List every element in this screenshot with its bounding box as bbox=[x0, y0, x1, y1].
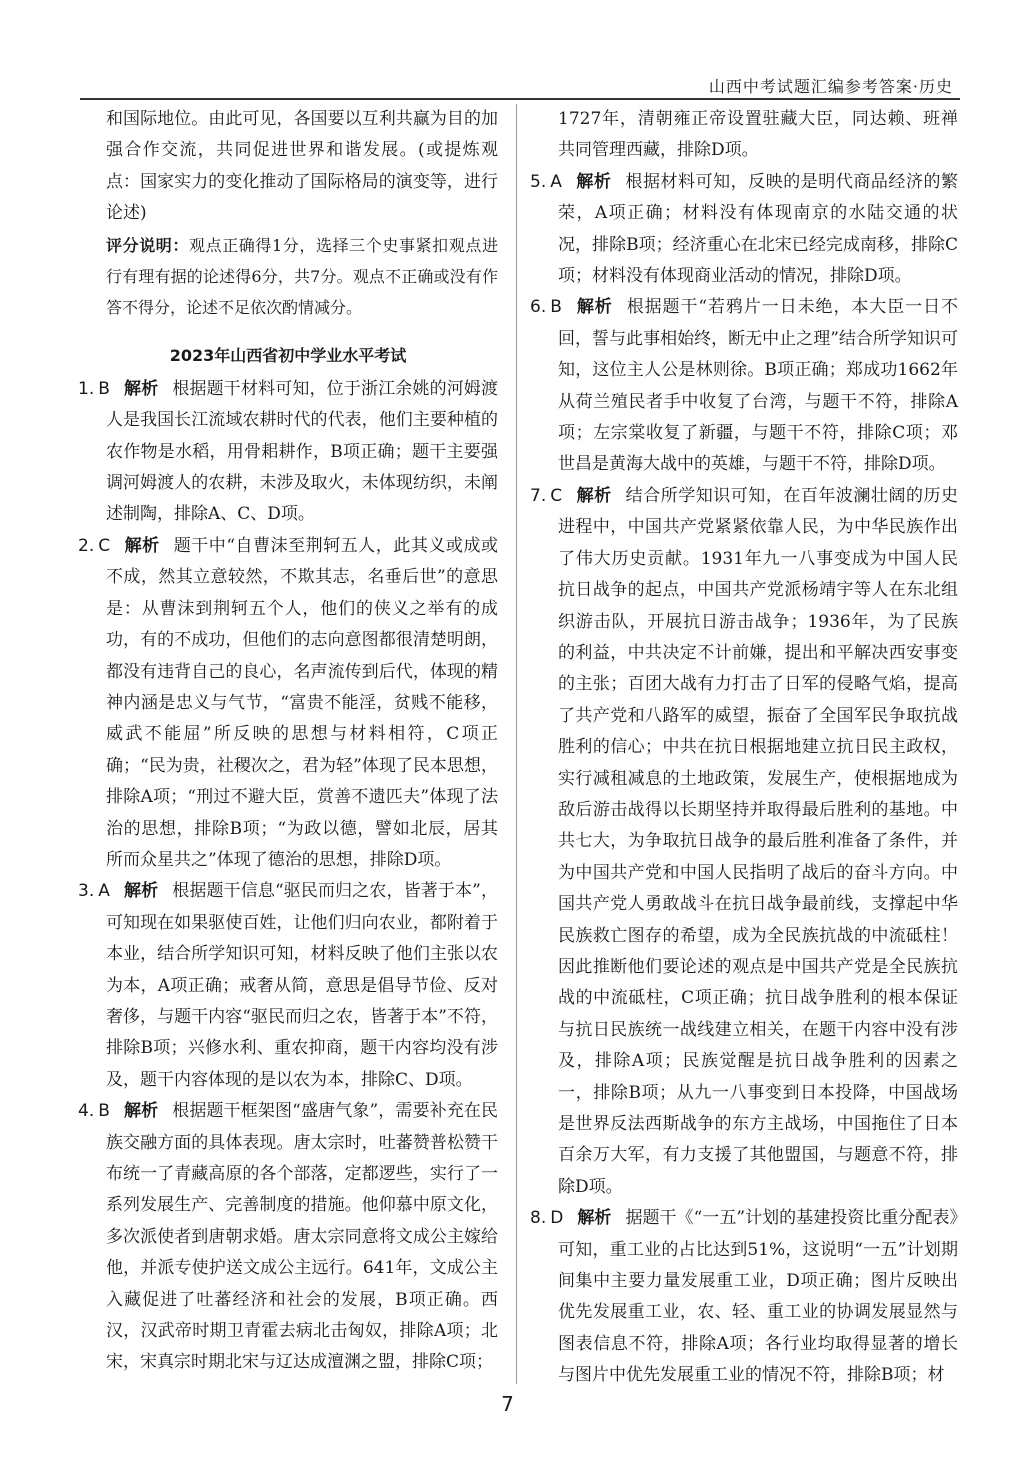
answer-item bbox=[530, 481, 958, 1203]
answer-letter: B bbox=[98, 1101, 110, 1122]
right-items bbox=[530, 167, 958, 1392]
analysis-text: 据题干《“一五”计划的基建投资比重分配表》可知，重工业的占比达到51%，这说明“一五”计划期间集中主要力量发展重工业，D项正确；图片反映出优先发展重工业，农、轻、重工业的协调发展显然与图表信息不符，排除A项；各行业均取得显著的增长与图片中优先发展重工业的情况不符，排除B项；材 bbox=[558, 1208, 958, 1386]
running-title: 山西中考试题汇编参考答案·历史 bbox=[708, 77, 953, 96]
answer-letter: A bbox=[98, 881, 110, 902]
question-number: 3. bbox=[78, 881, 95, 902]
answer-letter: B bbox=[98, 378, 110, 399]
section-title: 2023年山西省初中学业水平考试 bbox=[169, 345, 407, 365]
analysis-label: 解析 bbox=[123, 881, 159, 902]
header-rule bbox=[80, 98, 960, 100]
analysis-label: 解析 bbox=[123, 1101, 159, 1122]
column-divider bbox=[516, 104, 517, 1384]
right-column bbox=[530, 104, 958, 1392]
scoring-note-label: 评分说明： bbox=[106, 235, 189, 255]
answer-item bbox=[78, 876, 498, 1096]
analysis-text: 结合所学知识可知，在百年波澜壮阔的历史进程中，中国共产党紧紧依靠人民，为中华民族作出了伟大历史贡献。1931年九一八事变成为中国人民抗日战争的起点，中国共产党派杨靖宇等人在东北组织游击队，开展抗日游击战争；1936年，为了民族的利益，中共决定不计前嫌，提出和平解决西安事变的主张；百团大战有力打击了日军的侵略气焰，提高了共产党和八路军的威望，振奋了全国军民争取抗战胜利的信心；中共在抗日根据地建立抗日民主政权，实行减租减息的土地政策，发展生产，使根据地成为敌后游击战得以长期坚持并取得最后胜利的基地。中共七大，为争取抗日战争的最后胜利准备了条件，并为中国共产党和中国人民指明了战后的奋斗方向。中国共产党人勇敢战斗在抗日战争最前线，支撑起中华民族救亡图存的希望，成为全民族抗战的中流砥柱！因此推断他们要论述的观点是中国共产党是全民族抗战的中流砥柱，C项正确；抗日战争胜利的根本保证与抗日民族统一战线建立相关，在题干内容中没有涉及，排除A项；民族觉醒是抗日战争胜利的因素之一，排除B项；从九一八事变到日本投降，中国战场是世界反法西斯战争的东方主战场，中国拖住了日本百余万大军，有力支援了其他盟国，与题意不符，排除D项。 bbox=[558, 485, 959, 1197]
answer-item bbox=[78, 531, 498, 876]
analysis-text: 根据题干“若鸦片一日未绝，本大臣一日不回，誓与此事相始终，断无中止之理”结合所学知识可知，这位主人公是林则徐。B项正确；郑成功1662年从荷兰殖民者手中收复了台湾，与题干不符，排除A项；左宗棠收复了新疆，与题干不符，排除C项；邓世昌是黄海大战中的英雄，与题干不符，排除D项。 bbox=[558, 297, 958, 475]
scoring-note-text: 观点正确得1分，选择三个史事紧扣观点进行有理有据的论述得6分，共7分。观点不正确或没有作答不得分，论述不足依次酌情减分。 bbox=[106, 235, 498, 318]
answer-letter: D bbox=[550, 1208, 564, 1229]
answer-item bbox=[530, 292, 958, 480]
answer-letter: C bbox=[98, 535, 111, 556]
question-number: 7. bbox=[530, 485, 547, 506]
page-header bbox=[0, 0, 1015, 100]
answer-item bbox=[78, 1096, 498, 1379]
answer-letter: A bbox=[550, 171, 562, 192]
question-number: 6. bbox=[530, 297, 547, 318]
continuation-text-right: 1727年，清朝雍正帝设置驻藏大臣，同达赖、班禅共同管理西藏，排除D项。 bbox=[558, 109, 958, 161]
question-number: 1. bbox=[78, 378, 95, 399]
analysis-text: 根据题干信息“驱民而归之农，皆著于本”，可知现在如果驱使百姓，让他们归向农业，都附着于本业，结合所学知识可知，材料反映了他们主张以农为本，A项正确；戒奢从简，意思是倡导节俭、反对奢侈，与题干内容“驱民而归之农，皆著于本”不符，排除B项；兴修水利、重农抑商，题干内容均没有涉及，题干内容体现的是以农为本，排除C、D项。 bbox=[106, 881, 498, 1090]
analysis-label: 解析 bbox=[124, 535, 160, 556]
question-number: 4. bbox=[78, 1101, 95, 1122]
left-column bbox=[78, 104, 498, 1379]
question-number: 8. bbox=[530, 1208, 547, 1229]
answer-letter: B bbox=[550, 297, 562, 318]
analysis-text: 题干中“自曹沫至荆轲五人，此其义或成或不成，然其立意较然，不欺其志，名垂后世”的意思是：从曹沫到荆轲五个人，他们的侠义之举有的成功，有的不成功，但他们的志向意图都很清楚明朗，都没有违背自己的良心，名声流传到后代，体现的精神内涵是忠义与气节，“富贵不能淫，贫贱不能移，威武不能屈”所反映的思想与材料相符，C项正确；“民为贵，社稷次之，君为轻”体现了民本思想，排除A项；“刑过不避大臣，赏善不遗匹夫”体现了法治的思想，排除B项；“为政以德，譬如北辰，居其所而众星共之”体现了德治的思想，排除D项。 bbox=[106, 535, 498, 870]
analysis-text: 根据题干材料可知，位于浙江余姚的河姆渡人是我国长江流域农耕时代的代表，他们主要种植的农作物是水稻，用骨耜耕作，B项正确；题干主要强调河姆渡人的农耕，未涉及取火，未体现纺织，未阐述制陶，排除A、C、D项。 bbox=[106, 378, 499, 525]
analysis-label: 解析 bbox=[577, 1208, 612, 1229]
analysis-label: 解析 bbox=[576, 485, 612, 506]
analysis-label: 解析 bbox=[123, 378, 159, 399]
analysis-text: 根据题干框架图“盛唐气象”，需要补充在民族交融方面的具体表现。唐太宗时，吐蕃赞普松赞干布统一了青藏高原的各个部落，定都逻些，实行了一系列发展生产、完善制度的措施。他仰慕中原文化，多次派使者到唐朝求婚。唐太宗同意将文成公主嫁给他，并派专使护送文成公主远行。641年，文成公主入藏促进了吐蕃经济和社会的发展，B项正确。西汉，汉武帝时期卫青霍去病北击匈奴，排除A项；北宋，宋真宗时期北宋与辽达成澶渊之盟，排除C项； bbox=[106, 1101, 498, 1373]
scoring-note bbox=[78, 230, 498, 324]
left-items bbox=[78, 374, 498, 1379]
answer-item bbox=[78, 374, 498, 531]
page-number: 7 bbox=[501, 1392, 514, 1416]
analysis-text: 根据材料可知，反映的是明代商品经济的繁荣，A项正确；材料没有体现南京的水陆交通的状况，排除B项；经济重心在北宋已经完成南移，排除C项；材料没有体现商业活动的情况，排除D项。 bbox=[558, 171, 959, 287]
continuation-text: 和国际地位。由此可见，各国要以互利共赢为目的加强合作交流，共同促进世界和谐发展。(或提炼观点：国家实力的变化推动了国际格局的演变等，进行论述) bbox=[106, 109, 498, 224]
answer-item bbox=[530, 1203, 958, 1391]
answer-item bbox=[530, 167, 958, 293]
answer-letter: C bbox=[550, 485, 563, 506]
question-number: 2. bbox=[78, 535, 95, 556]
analysis-label: 解析 bbox=[575, 297, 613, 318]
question-number: 5. bbox=[530, 171, 547, 192]
analysis-label: 解析 bbox=[575, 171, 612, 192]
